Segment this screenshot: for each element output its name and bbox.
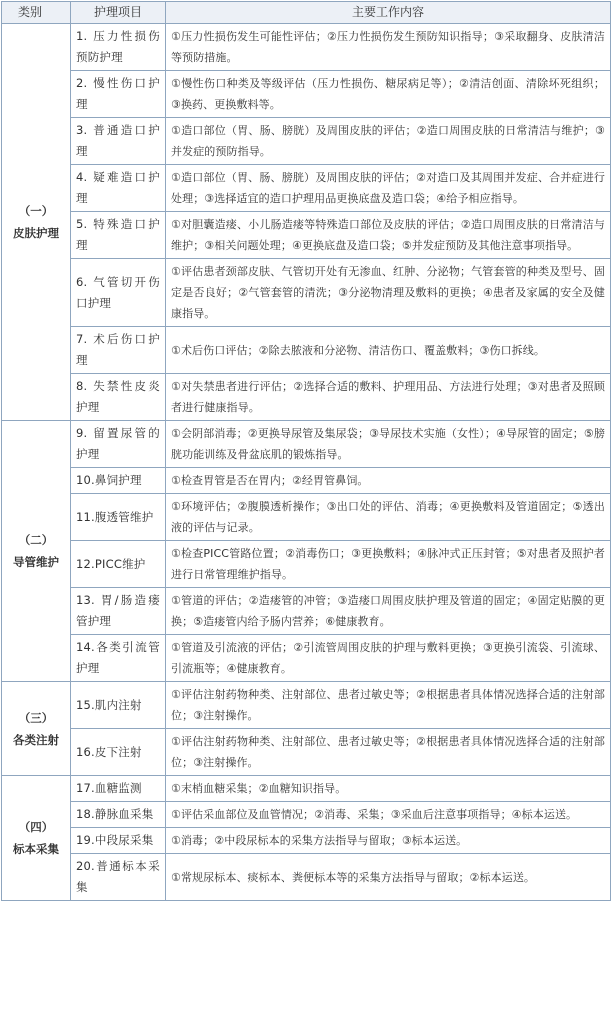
category-number: （一） — [18, 204, 54, 218]
nursing-item-cell: 17.血糖监测 — [71, 776, 166, 802]
nursing-item-cell: 10.鼻饲护理 — [71, 468, 166, 494]
table-row — [2, 468, 611, 494]
header-item: 护理项目 — [71, 2, 166, 24]
nursing-item-cell: 14.各类引流管护理 — [71, 635, 166, 682]
nursing-item-cell: 11.腹透管维护 — [71, 494, 166, 541]
work-content-cell: ①评估注射药物种类、注射部位、患者过敏史等；②根据患者具体情况选择合适的注射部位；③注射操作。 — [166, 682, 611, 729]
category-number: （三） — [18, 710, 54, 725]
work-content-cell: ①慢性伤口种类及等级评估（压力性损伤、糖尿病足等）；②清洁创面、清除坏死组织；③换药、更换敷料等。 — [166, 71, 611, 118]
work-content-cell: ①检查PICC管路位置；②消毒伤口；③更换敷料；④脉冲式正压封管；⑤对患者及照护者进行日常管理维护指导。 — [166, 541, 611, 588]
nursing-item-cell: 16.皮下注射 — [71, 729, 166, 776]
table-row — [2, 374, 611, 421]
table-row — [2, 165, 611, 212]
table-row — [2, 541, 611, 588]
work-content-cell: ①评估注射药物种类、注射部位、患者过敏史等；②根据患者具体情况选择合适的注射部位；③注射操作。 — [166, 729, 611, 776]
category-cell — [2, 24, 71, 421]
table-row — [2, 212, 611, 259]
category-number: （四） — [18, 820, 54, 834]
work-content-cell: ①造口部位（胃、肠、膀胱）及周围皮肤的评估；②对造口及其周围并发症、合并症进行处理；③选择适宜的造口护理用品更换底盘及造口袋；④给予相应指导。 — [166, 165, 611, 212]
work-content-cell: ①术后伤口评估；②除去脓液和分泌物、清洁伤口、覆盖敷料；③伤口拆线。 — [166, 327, 611, 374]
table-row — [2, 259, 611, 327]
table-row — [2, 118, 611, 165]
work-content-cell: ①末梢血糖采集；②血糖知识指导。 — [166, 776, 611, 802]
table-row — [2, 802, 611, 828]
category-number: （二） — [18, 533, 54, 547]
nursing-item-cell: 1. 压力性损伤预防护理 — [71, 24, 166, 71]
category-name: 各类注射 — [13, 732, 59, 747]
work-content-cell: ①对失禁患者进行评估；②选择合适的敷料、护理用品、方法进行处理；③对患者及照顾者进行健康指导。 — [166, 374, 611, 421]
work-content-cell: ①压力性损伤发生可能性评估；②压力性损伤发生预防知识指导；③采取翻身、皮肤清洁等预防措施。 — [166, 24, 611, 71]
nursing-item-cell: 19.中段尿采集 — [71, 828, 166, 854]
table-row — [2, 327, 611, 374]
table-row — [2, 682, 611, 729]
nursing-item-cell: 5. 特殊造口护理 — [71, 212, 166, 259]
work-content-cell: ①对胆囊造瘘、小儿肠造瘘等特殊造口部位及皮肤的评估；②造口周围皮肤的日常清洁与维护；③相关问题处理；④更换底盘及造口袋；⑤并发症预防及其他注意事项指导。 — [166, 212, 611, 259]
work-content-cell: ①造口部位（胃、肠、膀胱）及周围皮肤的评估；②造口周围皮肤的日常清洁与维护；③并发症的预防指导。 — [166, 118, 611, 165]
nursing-item-cell: 3. 普通造口护理 — [71, 118, 166, 165]
nursing-item-cell: 9. 留置尿管的护理 — [71, 421, 166, 468]
table-row — [2, 635, 611, 682]
work-content-cell: ①消毒；②中段尿标本的采集方法指导与留取；③标本运送。 — [166, 828, 611, 854]
work-content-cell: ①常规尿标本、痰标本、粪便标本等的采集方法指导与留取；②标本运送。 — [166, 854, 611, 901]
table-row — [2, 776, 611, 802]
header-category: 类别 — [2, 2, 71, 24]
work-content-cell: ①评估患者颈部皮肤、气管切开处有无渗血、红肿、分泌物；气管套管的种类及型号、固定是否良好；②气管套管的清洗；③分泌物清理及敷料的更换；④患者及家属的安全及健康指导。 — [166, 259, 611, 327]
table-row — [2, 24, 611, 71]
work-content-cell: ①管道及引流液的评估；②引流管周围皮肤的护理与敷料更换；③更换引流袋、引流球、引流瓶等；④健康教育。 — [166, 635, 611, 682]
work-content-cell: ①管道的评估；②造瘘管的冲管；③造瘘口周围皮肤护理及管道的固定；④固定贴膜的更换；⑤造瘘管内给予肠内营养；⑥健康教育。 — [166, 588, 611, 635]
work-content-cell: ①环境评估；②腹膜透析操作；③出口处的评估、消毒；④更换敷料及管道固定；⑤透出液的评估与记录。 — [166, 494, 611, 541]
nursing-services-table-container — [1, 1, 610, 901]
table-row — [2, 729, 611, 776]
nursing-services-table — [1, 1, 611, 901]
table-row — [2, 588, 611, 635]
work-content-cell: ①检查胃管是否在胃内；②经胃管鼻饲。 — [166, 468, 611, 494]
nursing-item-cell: 15.肌内注射 — [71, 682, 166, 729]
table-row — [2, 494, 611, 541]
header-content: 主要工作内容 — [166, 2, 611, 24]
nursing-item-cell: 12.PICC维护 — [71, 541, 166, 588]
nursing-item-cell: 20.普通标本采集 — [71, 854, 166, 901]
nursing-item-cell: 13. 胃/肠造瘘管护理 — [71, 588, 166, 635]
category-name: 标本采集 — [13, 842, 59, 856]
category-cell — [2, 776, 71, 901]
category-cell — [2, 421, 71, 682]
work-content-cell: ①会阴部消毒；②更换导尿管及集尿袋；③导尿技术实施（女性）；④导尿管的固定；⑤膀胱功能训练及骨盆底肌的锻炼指导。 — [166, 421, 611, 468]
nursing-item-cell: 6. 气管切开伤口护理 — [71, 259, 166, 327]
table-row — [2, 828, 611, 854]
nursing-item-cell: 18.静脉血采集 — [71, 802, 166, 828]
category-cell — [2, 682, 71, 776]
table-body — [2, 24, 611, 901]
nursing-item-cell: 2. 慢性伤口护理 — [71, 71, 166, 118]
table-row — [2, 71, 611, 118]
work-content-cell: ①评估采血部位及血管情况；②消毒、采集；③采血后注意事项指导；④标本运送。 — [166, 802, 611, 828]
table-header-row — [2, 2, 611, 24]
table-row — [2, 854, 611, 901]
nursing-item-cell: 4. 疑难造口护理 — [71, 165, 166, 212]
table-row — [2, 421, 611, 468]
category-name: 皮肤护理 — [13, 226, 59, 240]
nursing-item-cell: 8. 失禁性皮炎护理 — [71, 374, 166, 421]
nursing-item-cell: 7. 术后伤口护理 — [71, 327, 166, 374]
category-name: 导管维护 — [13, 555, 59, 569]
